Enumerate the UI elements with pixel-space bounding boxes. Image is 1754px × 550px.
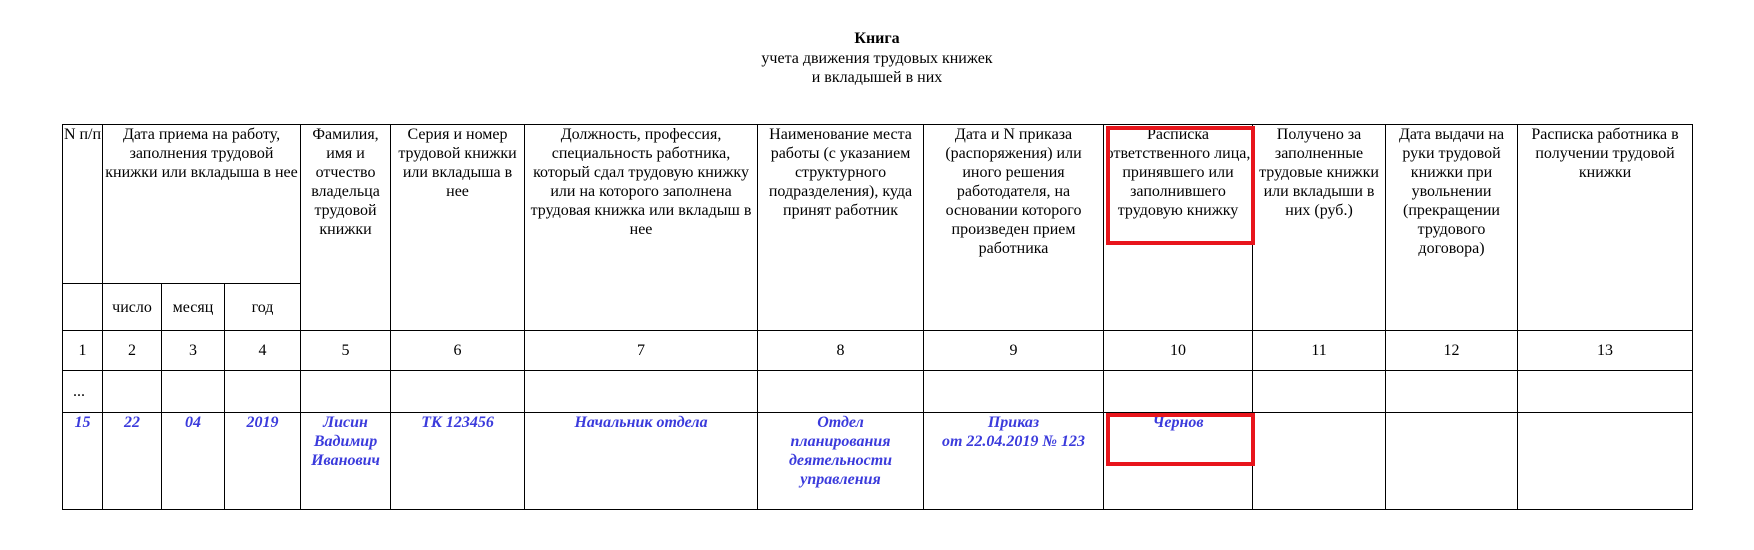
header-book-series: Серия и номер трудовой книжки или вкладыша в нее [391, 125, 525, 331]
table-row [63, 413, 1693, 510]
column-number: 3 [162, 331, 225, 371]
entry-year: 2019 [225, 413, 301, 510]
empty-cell [758, 371, 924, 413]
entry-receipt-signature: Чернов [1104, 413, 1253, 510]
empty-cell [391, 371, 525, 413]
header-hire-date: Дата приема на работу, заполнения трудовой книжки или вкладыша в нее [103, 125, 301, 284]
work-book-journal-table [62, 124, 1693, 510]
empty-cell [162, 371, 225, 413]
entry-payment [1253, 413, 1386, 510]
subheader-year: год [225, 284, 301, 331]
empty-cell [1518, 371, 1693, 413]
header-full-name: Фамилия, имя и отчество владельца трудовой книжки [301, 125, 391, 331]
entry-order-line: от 22.04.2019 № 123 [941, 433, 1086, 450]
column-number: 10 [1104, 331, 1253, 371]
empty-cell [1253, 371, 1386, 413]
column-number-row [63, 331, 1693, 371]
header-order: Дата и N приказа (распоряжения) или иного решения работодателя, на основании которого произведен прием работника [924, 125, 1104, 331]
empty-cell [301, 371, 391, 413]
column-number: 6 [391, 331, 525, 371]
ellipsis-cell [63, 371, 103, 413]
column-number: 4 [225, 331, 301, 371]
document-title: Книга [854, 30, 900, 47]
column-number: 13 [1518, 331, 1693, 371]
empty-cell [924, 371, 1104, 413]
entry-name-line: Лисин [323, 414, 368, 431]
empty-cell [225, 371, 301, 413]
ellipsis-row [63, 371, 1693, 413]
entry-order [924, 413, 1104, 510]
entry-book-series: ТК 123456 [391, 413, 525, 510]
entry-order-line: Приказ [987, 414, 1040, 431]
subheader-month: месяц [162, 284, 225, 331]
entry-issue-date [1386, 413, 1518, 510]
entry-workplace-line: планирования [790, 433, 891, 450]
subheader-empty [63, 284, 103, 331]
entry-workplace-line: деятельности [788, 452, 893, 469]
subheader-day: число [103, 284, 162, 331]
empty-cell [525, 371, 758, 413]
entry-day: 22 [103, 413, 162, 510]
column-number: 5 [301, 331, 391, 371]
column-number: 2 [103, 331, 162, 371]
entry-name-line: Иванович [311, 452, 380, 469]
header-number: N п/п [63, 125, 103, 284]
column-number: 8 [758, 331, 924, 371]
header-issue-date: Дата выдачи на руки трудовой книжки при увольнении (прекращении трудового договора) [1386, 125, 1518, 331]
document-subtitle-line2: и вкладышей в них [811, 69, 943, 86]
column-number: 9 [924, 331, 1104, 371]
header-workplace: Наименование места работы (с указанием структурного подразделения), куда принят работник [758, 125, 924, 331]
document-subtitle-line1: учета движения трудовых книжек [761, 50, 993, 67]
entry-employee-receipt [1518, 413, 1693, 510]
empty-cell [1386, 371, 1518, 413]
header-position: Должность, профессия, специальность работника, который сдал трудовую книжку или на которого заполнена трудовая книжка или вкладыш в нее [525, 125, 758, 331]
entry-full-name [301, 413, 391, 510]
entry-workplace [758, 413, 924, 510]
empty-cell [1104, 371, 1253, 413]
entry-workplace-line: управления [800, 471, 881, 488]
header-receipt-employee: Расписка работника в получении трудовой книжки [1518, 125, 1693, 331]
entry-workplace-line: Отдел [817, 414, 864, 431]
entry-number: 15 [63, 413, 103, 510]
entry-month: 04 [162, 413, 225, 510]
empty-cell [103, 371, 162, 413]
ellipsis-text: ... [73, 383, 85, 400]
entry-position: Начальник отдела [525, 413, 758, 510]
column-number: 1 [63, 331, 103, 371]
header-receipt-responsible: Расписка ответственного лица, принявшего или заполнившего трудовую книжку [1104, 125, 1253, 331]
column-number: 12 [1386, 331, 1518, 371]
header-row [63, 125, 1693, 284]
column-number: 7 [525, 331, 758, 371]
column-number: 11 [1253, 331, 1386, 371]
entry-name-line: Вадимир [313, 433, 378, 450]
header-payment: Получено за заполненные трудовые книжки или вкладыши в них (руб.) [1253, 125, 1386, 331]
